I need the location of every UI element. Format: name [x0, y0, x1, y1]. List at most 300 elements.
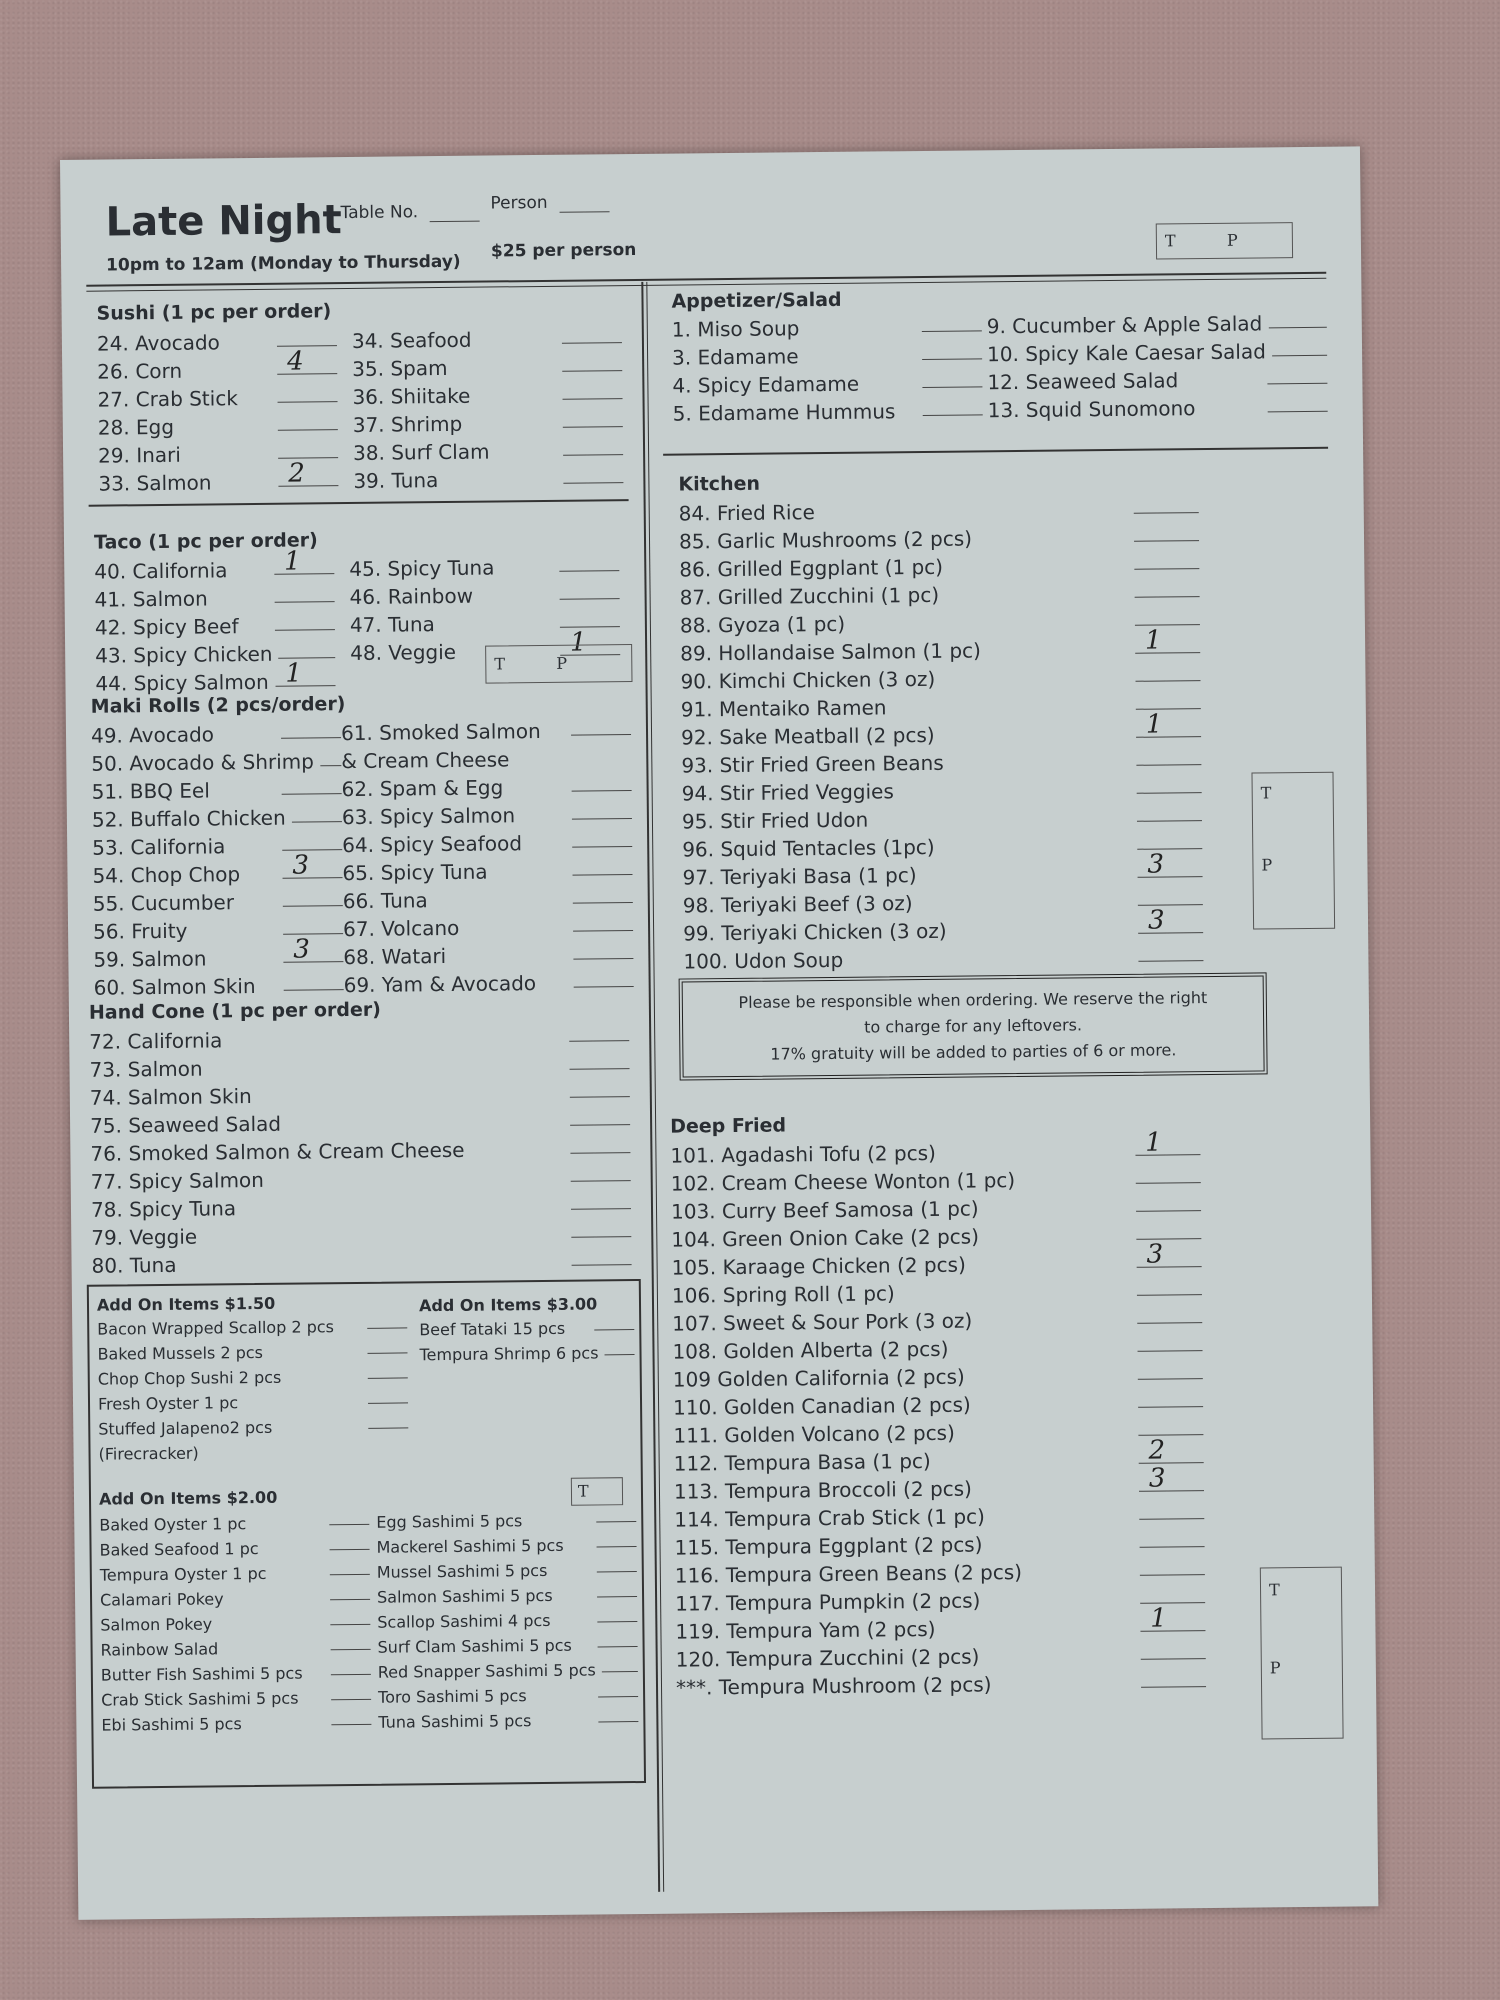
quantity-field[interactable] [1136, 1192, 1201, 1212]
menu-item [93, 887, 343, 918]
handwritten-quantity: 2 [1148, 1435, 1166, 1466]
quantity-field[interactable] [562, 324, 622, 344]
item-label: Fresh Oyster 1 pc [97, 1393, 239, 1414]
item-label: 63. Spicy Salmon [341, 803, 516, 830]
item-label: 79. Veggie [91, 1224, 198, 1250]
sushi-col1 [97, 327, 339, 498]
menu-item [376, 1532, 636, 1560]
quantity-field[interactable] [1272, 337, 1327, 357]
ordering-notice: Please be responsible when ordering. We reserve the right to charge for any leftovers. 17% gratuity will be added to parties of 6 or more. [679, 972, 1268, 1080]
menu-item [342, 800, 632, 831]
quantity-field[interactable] [1268, 393, 1328, 413]
quantity-field[interactable] [1137, 849, 1202, 880]
handwritten-quantity: 1 [1150, 1603, 1168, 1634]
item-label: 3. Edamame [671, 344, 799, 370]
quantity-field[interactable] [330, 1585, 370, 1600]
quantity-field[interactable] [329, 1535, 369, 1550]
quantity-field[interactable] [602, 1657, 638, 1672]
addon300-title: Add On Items $3.00 [418, 1294, 598, 1316]
quantity-field[interactable] [275, 611, 335, 631]
item-label: 60. Salmon Skin [93, 973, 256, 1000]
quantity-field[interactable] [1134, 522, 1199, 542]
menu-item [97, 1338, 407, 1366]
addon300-col [419, 1315, 635, 1367]
item-label: 78. Spicy Tuna [90, 1196, 237, 1222]
addon150-col [97, 1313, 409, 1466]
quantity-field[interactable] [598, 1682, 638, 1697]
quantity-field[interactable] [571, 716, 631, 736]
menu-item [97, 346, 337, 386]
item-label: 61. Smoked Salmon [340, 718, 541, 746]
item-label: 106. Spring Roll (1 pc) [671, 1281, 895, 1308]
quantity-field[interactable] [329, 1510, 369, 1525]
handcone-section-title: Hand Cone (1 pc per order) [88, 998, 381, 1024]
quantity-field[interactable] [563, 408, 623, 428]
item-label: 119. Tempura Yam (2 pcs) [675, 1616, 936, 1644]
item-label: 104. Green Onion Cake (2 pcs) [671, 1224, 980, 1252]
quantity-field[interactable] [283, 934, 343, 965]
quantity-field[interactable] [282, 831, 342, 851]
menu-item [91, 775, 341, 806]
item-label: 72. California [89, 1028, 223, 1054]
item-label: Stuffed Jalapeno2 pcs [98, 1417, 273, 1439]
menu-item [349, 552, 619, 583]
item-label: Baked Oyster 1 pc [99, 1514, 247, 1535]
quantity-field[interactable] [573, 940, 633, 960]
item-label: 99. Teriyaki Chicken (3 oz) [683, 918, 947, 946]
quantity-field[interactable] [331, 1710, 371, 1725]
menu-item [376, 1507, 636, 1535]
menu-item [92, 850, 342, 890]
menu-item [92, 803, 342, 834]
quantity-field[interactable] [572, 800, 632, 820]
quantity-field[interactable] [1136, 1220, 1201, 1240]
item-label: 113. Tempura Broccoli (2 pcs) [673, 1476, 973, 1504]
item-label: 28. Egg [97, 414, 175, 440]
quantity-field[interactable] [320, 747, 342, 766]
quantity-field[interactable] [573, 968, 633, 988]
handwritten-quantity: 3 [1148, 1463, 1166, 1494]
item-label: 73. Salmon [89, 1056, 203, 1082]
kitchen-col [679, 494, 1204, 975]
quantity-field[interactable] [330, 1610, 370, 1625]
quantity-field[interactable] [1138, 905, 1203, 936]
quantity-field[interactable] [277, 346, 337, 377]
menu-item [343, 940, 633, 971]
item-label: 10. Spicy Kale Caesar Salad [986, 339, 1266, 367]
menu-item [377, 1632, 637, 1660]
menu-item [101, 1685, 371, 1713]
menu-item [673, 396, 983, 427]
quantity-field[interactable] [570, 1134, 630, 1154]
item-label: 89. Hollandaise Salmon (1 pc) [680, 638, 982, 666]
quantity-field[interactable] [1138, 942, 1203, 962]
quantity-field[interactable] [571, 1218, 631, 1238]
quantity-field[interactable] [1140, 1603, 1205, 1634]
quantity-field[interactable] [572, 828, 632, 848]
quantity-field[interactable] [572, 856, 632, 876]
quantity-field[interactable] [922, 368, 982, 388]
quantity-field[interactable] [330, 1635, 370, 1650]
quantity-field[interactable] [1141, 1640, 1206, 1660]
quantity-field[interactable] [571, 1190, 631, 1210]
item-label: 24. Avocado [96, 330, 220, 356]
menu-item [988, 393, 1328, 425]
item-label: 112. Tempura Basa (1 pc) [673, 1448, 931, 1476]
quantity-field[interactable] [1139, 1463, 1204, 1494]
item-label: 1. Miso Soup [671, 316, 800, 342]
quantity-field[interactable] [597, 1607, 637, 1622]
item-label: 38. Surf Clam [352, 439, 490, 465]
item-label: 40. California [94, 558, 228, 584]
quantity-field[interactable] [292, 803, 342, 823]
menu-item [341, 772, 631, 803]
menu-item [91, 747, 341, 778]
quantity-field[interactable] [1137, 1276, 1202, 1296]
quantity-field[interactable] [330, 1560, 370, 1575]
quantity-field[interactable] [563, 464, 623, 484]
quantity-field[interactable] [1134, 550, 1199, 570]
quantity-field[interactable] [1141, 1668, 1206, 1688]
item-label: 88. Gyoza (1 pc) [679, 611, 846, 638]
quantity-field[interactable] [571, 1162, 631, 1182]
quantity-field[interactable] [281, 719, 341, 739]
item-label: Mackerel Sashimi 5 pcs [376, 1535, 564, 1557]
item-label: 48. Veggie [350, 639, 457, 665]
handwritten-quantity: 1 [285, 658, 303, 689]
quantity-field[interactable] [604, 1340, 634, 1355]
deepfried-col [670, 1127, 1206, 1702]
item-label: 117. Tempura Pumpkin (2 pcs) [675, 1588, 981, 1616]
menu-item [352, 352, 622, 383]
menu-item [100, 1560, 370, 1588]
quantity-field[interactable] [1138, 886, 1203, 906]
menu-item [344, 968, 634, 999]
item-label: 94. Stir Fried Veggies [681, 779, 894, 806]
appetizer-col2 [987, 309, 1328, 425]
quantity-field[interactable] [278, 639, 335, 659]
hours-text: 10pm to 12am (Monday to Thursday) [106, 251, 461, 276]
quantity-field[interactable] [283, 915, 343, 935]
taco-section-title: Taco (1 pc per order) [93, 529, 318, 554]
item-label: 44. Spicy Salmon [95, 669, 269, 696]
quantity-field[interactable] [1138, 1388, 1203, 1408]
quantity-field[interactable] [331, 1685, 371, 1700]
quantity-field[interactable] [569, 1050, 629, 1070]
item-label: 114. Tempura Crab Stick (1 pc) [674, 1504, 985, 1532]
quantity-field[interactable] [596, 1507, 636, 1522]
menu-item [377, 1557, 637, 1585]
item-label: 33. Salmon [98, 470, 212, 496]
item-label: 109 Golden California (2 pcs) [672, 1364, 965, 1392]
item-label: 96. Squid Tentacles (1pc) [682, 834, 935, 862]
quantity-field[interactable] [368, 1363, 408, 1378]
tp-box-taco[interactable]: T P [485, 644, 632, 684]
quantity-field[interactable] [1140, 1556, 1205, 1576]
item-label: 80. Tuna [91, 1252, 177, 1278]
menu-item [94, 546, 334, 586]
order-sheet [60, 146, 1378, 1920]
quantity-field[interactable] [368, 1413, 408, 1428]
quantity-field[interactable] [367, 1313, 407, 1328]
item-label: 4. Spicy Edamame [672, 371, 860, 398]
item-label: 47. Tuna [349, 612, 435, 637]
table-number-field[interactable]: Table No. [340, 202, 479, 223]
person-field[interactable]: Person [490, 192, 609, 213]
item-label: 9. Cucumber & Apple Salad [986, 311, 1263, 339]
item-label: 56. Fruity [92, 918, 188, 944]
kitchen-section-title: Kitchen [678, 472, 761, 496]
quantity-field[interactable] [281, 775, 341, 795]
quantity-field[interactable] [1137, 1332, 1202, 1352]
appetizer-section-title: Appetizer/Salad [671, 288, 842, 313]
item-label: 29. Inari [97, 442, 182, 468]
quantity-field[interactable] [1137, 1304, 1202, 1324]
handwritten-quantity: 1 [1145, 709, 1163, 740]
menu-item [101, 1710, 371, 1738]
price-text: $25 per person [490, 239, 637, 262]
menu-item [100, 1610, 370, 1638]
menu-item [683, 942, 1203, 975]
addon200-col1 [99, 1510, 371, 1738]
item-label: 92. Sake Meatball (2 pcs) [680, 722, 935, 750]
quantity-field[interactable] [1136, 709, 1201, 740]
item-label: Baked Mussels 2 pcs [97, 1342, 264, 1364]
item-label: 84. Fried Rice [678, 500, 815, 526]
quantity-field[interactable] [1139, 1500, 1204, 1520]
quantity-field[interactable] [594, 1315, 634, 1330]
quantity-field[interactable] [1136, 774, 1201, 794]
item-label: 27. Crab Stick [97, 386, 238, 412]
addon150-title: Add On Items $1.50 [96, 1293, 276, 1315]
item-label: 49. Avocado [90, 722, 215, 748]
item-label: 51. BBQ Eel [91, 778, 210, 804]
menu-item [341, 744, 631, 775]
handwritten-quantity: 3 [293, 934, 310, 965]
menu-item [419, 1315, 634, 1342]
quantity-field[interactable] [1135, 625, 1200, 656]
item-label: Tempura Oyster 1 pc [99, 1563, 267, 1585]
menu-item [343, 884, 633, 915]
quantity-field[interactable] [1137, 802, 1202, 822]
menu-item [343, 912, 633, 943]
quantity-field[interactable] [368, 1388, 408, 1403]
menu-item [99, 1510, 369, 1538]
item-label: Chop Chop Sushi 2 pcs [97, 1367, 282, 1389]
quantity-field[interactable] [569, 1022, 629, 1042]
quantity-field[interactable] [1135, 606, 1200, 626]
menu-item [987, 309, 1327, 341]
maki-section-title: Maki Rolls (2 pcs/order) [90, 693, 346, 718]
item-label: Calamari Pokey [99, 1589, 224, 1610]
handwritten-quantity: 3 [292, 850, 310, 881]
quantity-field[interactable] [1135, 1127, 1200, 1158]
menu-title: Late Night [105, 197, 342, 246]
item-label: 100. Udon Soup [683, 947, 844, 974]
divider [89, 499, 629, 507]
item-label: Crab Stick Sashimi 5 pcs [101, 1688, 299, 1710]
item-label: Scallop Sashimi 4 pcs [377, 1610, 551, 1632]
quantity-field[interactable] [1136, 1239, 1201, 1270]
quantity-field[interactable] [598, 1707, 638, 1722]
item-label: 46. Rainbow [349, 583, 474, 609]
item-label: 93. Stir Fried Green Beans [681, 750, 944, 778]
handwritten-quantity: 3 [1147, 849, 1165, 880]
item-label: 76. Smoked Salmon & Cream Cheese [90, 1137, 465, 1166]
menu-item [99, 1535, 369, 1563]
quantity-field[interactable] [278, 411, 338, 431]
quantity-field[interactable] [1268, 309, 1327, 329]
item-label: 75. Seaweed Salad [89, 1111, 282, 1138]
menu-item [987, 337, 1327, 369]
quantity-field[interactable] [278, 458, 338, 489]
menu-item [98, 411, 338, 442]
item-label: 111. Golden Volcano (2 pcs) [673, 1420, 955, 1448]
item-label: 12. Seaweed Salad [987, 368, 1179, 395]
menu-item [98, 458, 338, 498]
quantity-field[interactable] [1136, 746, 1201, 766]
menu-item [987, 365, 1327, 397]
quantity-field[interactable] [922, 340, 982, 360]
item-label: & Cream Cheese [341, 747, 510, 774]
item-label: 65. Spicy Tuna [342, 859, 488, 886]
item-label: 41. Salmon [94, 586, 208, 612]
handwritten-quantity: 3 [1147, 905, 1165, 936]
menu-item [352, 324, 622, 355]
quantity-field[interactable] [1135, 662, 1200, 682]
quantity-field[interactable] [562, 380, 622, 400]
quantity-field[interactable] [274, 583, 334, 603]
menu-item [378, 1657, 638, 1685]
quantity-field[interactable] [1267, 365, 1327, 385]
quantity-field[interactable] [1134, 494, 1199, 514]
item-label: Rainbow Salad [100, 1639, 219, 1660]
item-label: 59. Salmon [93, 946, 207, 972]
item-label: 68. Watari [343, 944, 447, 970]
quantity-field[interactable] [597, 1557, 637, 1572]
menu-item [93, 934, 343, 974]
item-label: 69. Yam & Avocado [343, 971, 537, 998]
addon-t-box[interactable]: T [571, 1477, 623, 1506]
quantity-field[interactable] [1140, 1584, 1205, 1604]
item-label: Baked Seafood 1 pc [99, 1538, 259, 1560]
item-label: Salmon Pokey [100, 1614, 213, 1635]
quantity-field[interactable] [282, 850, 342, 881]
quantity-field[interactable] [275, 658, 335, 689]
item-label: Toro Sashimi 5 pcs [378, 1686, 527, 1707]
item-label: 98. Teriyaki Beef (3 oz) [682, 891, 913, 918]
quantity-field[interactable] [277, 327, 337, 347]
menu-item [97, 383, 337, 414]
quantity-field[interactable] [331, 1660, 371, 1675]
item-label: 85. Garlic Mushrooms (2 pcs) [678, 526, 973, 554]
menu-item [676, 1668, 1206, 1702]
item-label: 67. Volcano [342, 915, 460, 942]
quantity-field[interactable] [573, 912, 633, 932]
quantity-field[interactable] [1139, 1528, 1204, 1548]
handwritten-quantity: 1 [1145, 1127, 1163, 1158]
quantity-field[interactable] [1139, 1435, 1204, 1466]
maki-col2 [341, 716, 634, 999]
quantity-field[interactable] [560, 608, 620, 628]
quantity-field[interactable] [570, 1106, 630, 1126]
quantity-field[interactable] [570, 1078, 630, 1098]
menu-item [100, 1635, 370, 1663]
quantity-field[interactable] [1136, 1164, 1201, 1184]
quantity-field[interactable] [563, 436, 623, 456]
quantity-field[interactable] [596, 1532, 636, 1547]
item-label: 50. Avocado & Shrimp [91, 749, 315, 776]
taco-col1 [94, 546, 335, 698]
item-label: 116. Tempura Green Beans (2 pcs) [674, 1560, 1023, 1588]
quantity-field[interactable] [283, 887, 343, 907]
item-label: Egg Sashimi 5 pcs [376, 1511, 523, 1532]
quantity-field[interactable] [277, 383, 337, 403]
quantity-field[interactable] [1138, 1360, 1203, 1380]
quantity-field[interactable] [1134, 578, 1199, 598]
item-label: 39. Tuna [353, 468, 439, 493]
item-label: 35. Spam [352, 355, 448, 381]
sushi-section-title: Sushi (1 pc per order) [96, 300, 332, 325]
handcone-col [89, 1022, 632, 1280]
quantity-field[interactable] [571, 1246, 631, 1266]
item-label: 110. Golden Canadian (2 pcs) [672, 1392, 971, 1420]
item-label: 120. Tempura Zucchini (2 pcs) [675, 1644, 980, 1672]
quantity-field[interactable] [1136, 690, 1201, 710]
quantity-field[interactable] [278, 439, 338, 459]
quantity-field[interactable] [571, 772, 631, 792]
deepfried-section-title: Deep Fried [670, 1114, 787, 1138]
quantity-field[interactable] [367, 1338, 407, 1353]
item-label: 36. Shiitake [352, 383, 471, 409]
item-label: 90. Kimchi Chicken (3 oz) [680, 666, 936, 694]
menu-item [353, 408, 623, 439]
menu-item [352, 380, 622, 411]
quantity-field[interactable] [562, 352, 622, 372]
quantity-field[interactable] [923, 396, 983, 416]
tp-box-header[interactable]: T P [1156, 222, 1293, 259]
quantity-field[interactable] [1138, 1416, 1203, 1436]
menu-item [672, 368, 982, 399]
menu-item [378, 1682, 638, 1710]
tp-box-deepfried[interactable]: T P [1260, 1567, 1344, 1740]
item-label: 103. Curry Beef Samosa (1 pc) [670, 1196, 979, 1224]
quantity-field[interactable] [274, 546, 334, 577]
quantity-field[interactable] [284, 971, 344, 991]
menu-item [377, 1607, 637, 1635]
item-label: 105. Karaage Chicken (2 pcs) [671, 1252, 966, 1280]
item-label: Butter Fish Sashimi 5 pcs [100, 1663, 303, 1685]
item-label: Salmon Sashimi 5 pcs [376, 1585, 553, 1607]
menu-item [95, 611, 335, 642]
item-label: 102. Cream Cheese Wonton (1 pc) [670, 1168, 1016, 1196]
handwritten-quantity: 2 [288, 458, 305, 489]
divider [663, 447, 1328, 456]
quantity-field[interactable] [597, 1582, 637, 1597]
item-label: 77. Spicy Salmon [90, 1167, 265, 1194]
item-label: 97. Teriyaki Basa (1 pc) [682, 863, 917, 890]
menu-item [98, 1363, 408, 1391]
quantity-field[interactable] [573, 884, 633, 904]
quantity-field[interactable] [1137, 830, 1202, 850]
tp-box-kitchen[interactable]: T P [1251, 772, 1335, 930]
sushi-col2 [352, 324, 624, 495]
quantity-field[interactable] [597, 1632, 637, 1647]
quantity-field[interactable] [559, 580, 619, 600]
quantity-field[interactable] [559, 552, 619, 572]
menu-item [91, 719, 341, 750]
quantity-field[interactable] [922, 312, 982, 332]
